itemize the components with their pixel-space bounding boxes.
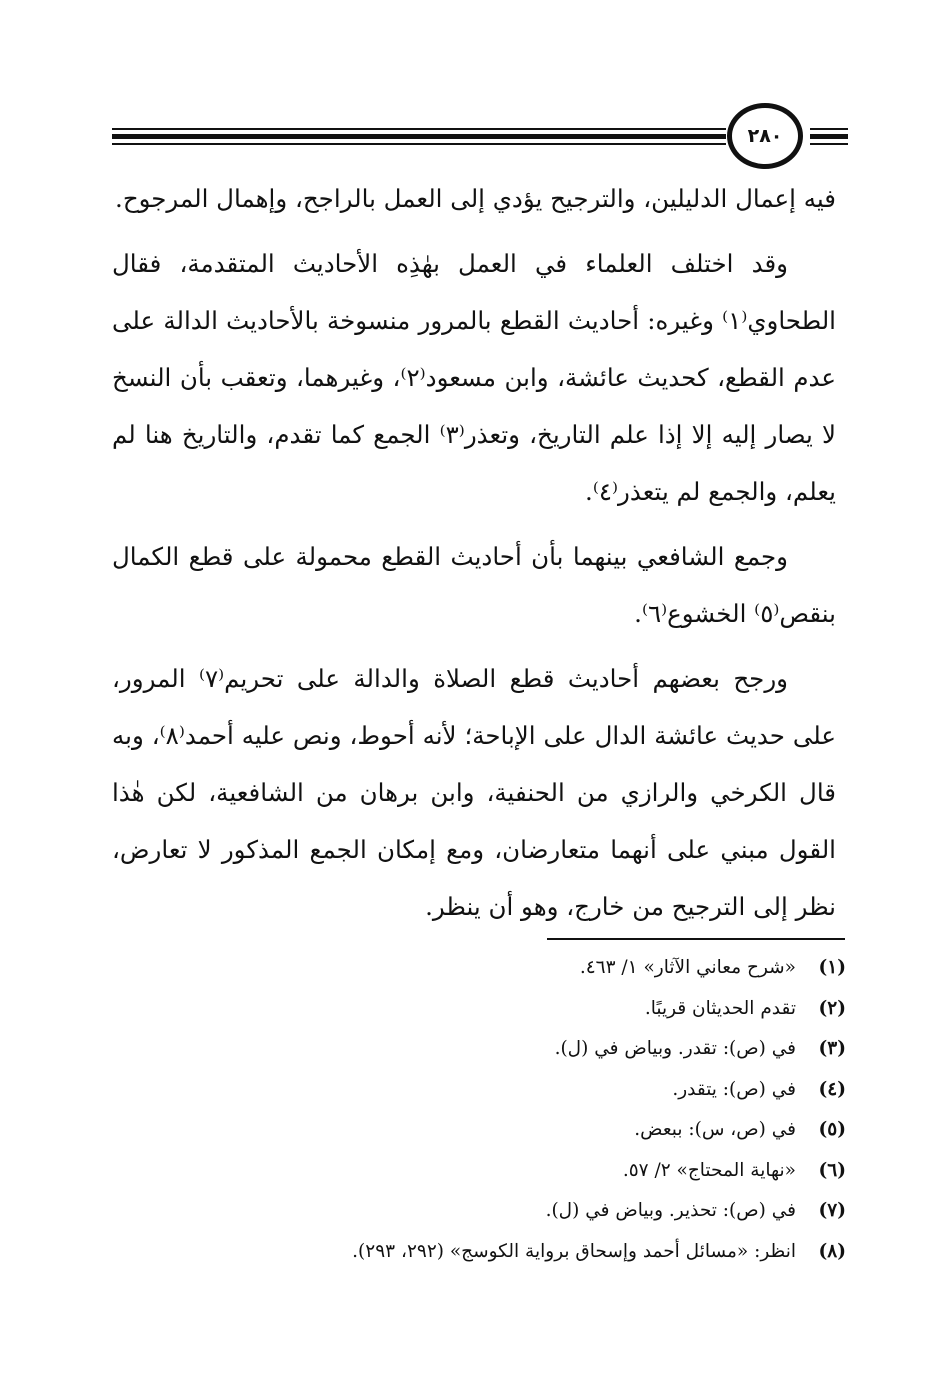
- header-rule: [112, 124, 830, 148]
- footnote-number: (٥): [818, 1119, 846, 1140]
- header-line: [112, 134, 726, 139]
- footnote-text: تقدم الحديثان قريبًا.: [644, 997, 796, 1019]
- footnote-text: انظر: «مسائل أحمد وإسحاق برواية الكوسج» (٢٩٢، ٢٩٣).: [352, 1240, 796, 1262]
- paragraph: وجمع الشافعي بينهما بأن أحاديث القطع محمولة على قطع الكمال بنقص⁽٥⁾ الخشوع⁽٦⁾.: [112, 542, 836, 628]
- footnote-number: (٢): [818, 997, 846, 1019]
- footnote-number: (١): [818, 957, 846, 978]
- footnote-text: في (ص): يتقدر.: [672, 1078, 796, 1100]
- paragraph: ورجح بعضهم أحاديث قطع الصلاة والدالة على تحريم⁽٧⁾ المرور، على حديث عائشة الدال على الإباحة؛ لأنه أحوط، ونص عليه أحمد⁽٨⁾، وبه قال الكرخي والرازي من الحنفية، وابن برهان من الشافعية، لكن هٰذا القول مبني على أنهما متعارضان، ومع إمكان الجمع المذكور لا تعارض، نظر إلى الترجيح من خارج، وهو أن ينظر.: [112, 664, 837, 921]
- footnote-number: (٧): [818, 1200, 846, 1221]
- footnote-number: (٤): [818, 1078, 846, 1100]
- footnote-item: [200, 948, 846, 989]
- footnote-text: في (ص): تحذير. وبياض في (ل).: [545, 1200, 796, 1221]
- footnote-separator: [547, 938, 845, 940]
- footnote-item: [200, 1070, 846, 1111]
- footnote-item: [200, 1110, 846, 1151]
- header-line: [810, 134, 848, 139]
- header-line: [112, 128, 726, 130]
- footnote-item: [200, 1029, 846, 1070]
- footnote-item: [200, 1151, 846, 1192]
- header-line: [810, 128, 848, 130]
- footnote-number: (٨): [818, 1240, 846, 1262]
- footnote-number: (٦): [818, 1159, 846, 1181]
- footnote-item: [200, 1191, 846, 1232]
- paragraph: فيه إعمال الدليلين، والترجيح يؤدي إلى العمل بالراجح، وإهمال المرجوح.: [115, 184, 836, 213]
- header-line: [810, 143, 848, 145]
- page-number: ٢٨٠: [747, 125, 783, 147]
- footnote-text: «شرح معاني الآثار» ١/ ٤٦٣.: [579, 957, 796, 978]
- footnote-text: في (ص، س): ببعض.: [634, 1119, 796, 1140]
- footnote-item: [200, 989, 846, 1030]
- paragraph: وقد اختلف العلماء في العمل بهٰذِه الأحاديث المتقدمة، فقال الطحاوي⁽١⁾ وغيره: أحاديث القطع بالمرور منسوخة بالأحاديث الدالة على عدم القطع، كحديث عائشة، وابن مسعود⁽٢⁾، وغيرهما، وتعقب بأن النسخ لا يصار إليه إلا إذا علم التاريخ، وتعذر⁽٣⁾ الجمع كما تقدم، والتاريخ هنا لم يعلم، والجمع لم يتعذر⁽٤⁾.: [112, 249, 836, 506]
- footnotes: [200, 948, 846, 1272]
- footnote-number: (٣): [818, 1038, 846, 1059]
- footnote-text: «نهاية المحتاج» ٢/ ٥٧.: [622, 1159, 796, 1181]
- page-number-badge: [727, 103, 803, 169]
- header-line: [112, 143, 726, 145]
- footnote-text: في (ص): تقدر. وبياض في (ل).: [554, 1038, 796, 1059]
- main-text: [112, 170, 836, 943]
- footnote-item: [200, 1232, 846, 1273]
